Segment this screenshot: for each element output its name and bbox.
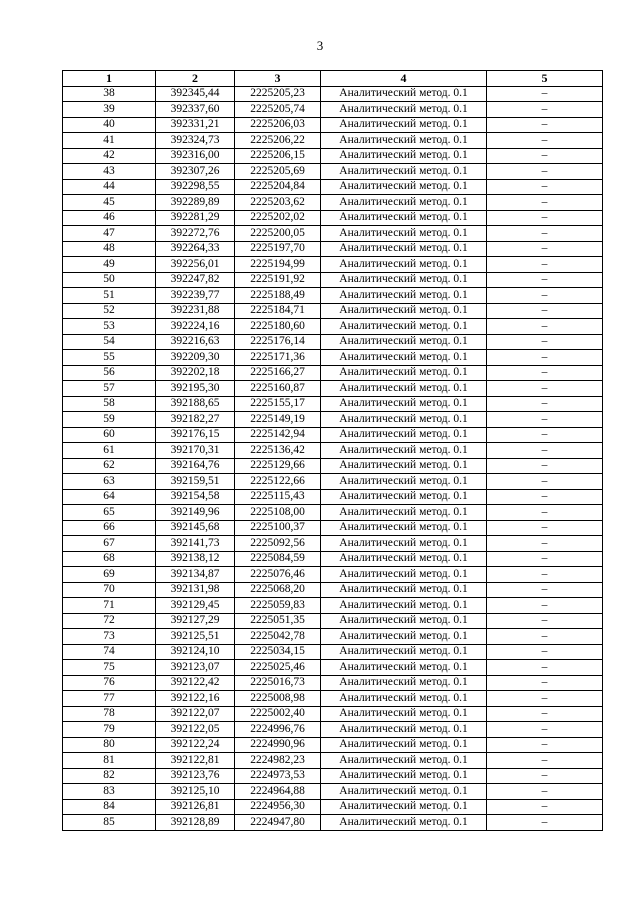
cell-y: 2225204,84 bbox=[235, 179, 321, 195]
cell-method: Аналитический метод. 0.1 bbox=[321, 257, 487, 273]
cell-point-number: 55 bbox=[63, 350, 156, 366]
cell-y: 2224996,76 bbox=[235, 722, 321, 738]
cell-y: 2224973,53 bbox=[235, 768, 321, 784]
cell-description: – bbox=[487, 350, 603, 366]
cell-method: Аналитический метод. 0.1 bbox=[321, 815, 487, 831]
cell-method: Аналитический метод. 0.1 bbox=[321, 737, 487, 753]
table-row bbox=[63, 551, 603, 567]
cell-point-number: 38 bbox=[63, 86, 156, 102]
cell-x: 392331,21 bbox=[156, 117, 235, 133]
table-row bbox=[63, 629, 603, 645]
cell-point-number: 77 bbox=[63, 691, 156, 707]
cell-x: 392281,29 bbox=[156, 210, 235, 226]
cell-description: – bbox=[487, 427, 603, 443]
table-row bbox=[63, 102, 603, 118]
table-row bbox=[63, 675, 603, 691]
header-cell-y: 3 bbox=[235, 71, 321, 87]
cell-description: – bbox=[487, 396, 603, 412]
table-row bbox=[63, 117, 603, 133]
cell-y: 2225202,02 bbox=[235, 210, 321, 226]
cell-x: 392337,60 bbox=[156, 102, 235, 118]
table-row bbox=[63, 148, 603, 164]
cell-point-number: 79 bbox=[63, 722, 156, 738]
cell-method: Аналитический метод. 0.1 bbox=[321, 443, 487, 459]
cell-point-number: 57 bbox=[63, 381, 156, 397]
cell-y: 2225205,23 bbox=[235, 86, 321, 102]
cell-description: – bbox=[487, 629, 603, 645]
cell-method: Аналитический метод. 0.1 bbox=[321, 567, 487, 583]
cell-y: 2225194,99 bbox=[235, 257, 321, 273]
cell-method: Аналитический метод. 0.1 bbox=[321, 117, 487, 133]
cell-x: 392122,05 bbox=[156, 722, 235, 738]
cell-x: 392145,68 bbox=[156, 520, 235, 536]
cell-method: Аналитический метод. 0.1 bbox=[321, 86, 487, 102]
cell-y: 2225197,70 bbox=[235, 241, 321, 257]
cell-x: 392159,51 bbox=[156, 474, 235, 490]
cell-method: Аналитический метод. 0.1 bbox=[321, 102, 487, 118]
cell-y: 2225092,56 bbox=[235, 536, 321, 552]
cell-y: 2225002,40 bbox=[235, 706, 321, 722]
table-row bbox=[63, 722, 603, 738]
cell-method: Аналитический метод. 0.1 bbox=[321, 691, 487, 707]
cell-method: Аналитический метод. 0.1 bbox=[321, 474, 487, 490]
cell-x: 392239,77 bbox=[156, 288, 235, 304]
cell-y: 2225068,20 bbox=[235, 582, 321, 598]
cell-point-number: 49 bbox=[63, 257, 156, 273]
cell-y: 2225076,46 bbox=[235, 567, 321, 583]
table-row bbox=[63, 288, 603, 304]
cell-description: – bbox=[487, 179, 603, 195]
cell-method: Аналитический метод. 0.1 bbox=[321, 365, 487, 381]
cell-y: 2225025,46 bbox=[235, 660, 321, 676]
cell-description: – bbox=[487, 675, 603, 691]
cell-point-number: 42 bbox=[63, 148, 156, 164]
cell-point-number: 62 bbox=[63, 458, 156, 474]
cell-method: Аналитический метод. 0.1 bbox=[321, 319, 487, 335]
cell-description: – bbox=[487, 241, 603, 257]
cell-x: 392131,98 bbox=[156, 582, 235, 598]
cell-method: Аналитический метод. 0.1 bbox=[321, 784, 487, 800]
table-row bbox=[63, 319, 603, 335]
cell-y: 2225205,74 bbox=[235, 102, 321, 118]
table-row bbox=[63, 226, 603, 242]
cell-y: 2225051,35 bbox=[235, 613, 321, 629]
cell-y: 2225191,92 bbox=[235, 272, 321, 288]
cell-description: – bbox=[487, 613, 603, 629]
cell-y: 2225129,66 bbox=[235, 458, 321, 474]
cell-description: – bbox=[487, 288, 603, 304]
table-row bbox=[63, 303, 603, 319]
table-row bbox=[63, 210, 603, 226]
cell-method: Аналитический метод. 0.1 bbox=[321, 195, 487, 211]
cell-description: – bbox=[487, 722, 603, 738]
table-row bbox=[63, 257, 603, 273]
table-row bbox=[63, 582, 603, 598]
cell-point-number: 39 bbox=[63, 102, 156, 118]
cell-point-number: 48 bbox=[63, 241, 156, 257]
cell-x: 392123,07 bbox=[156, 660, 235, 676]
cell-method: Аналитический метод. 0.1 bbox=[321, 458, 487, 474]
table-row bbox=[63, 536, 603, 552]
cell-point-number: 60 bbox=[63, 427, 156, 443]
cell-point-number: 78 bbox=[63, 706, 156, 722]
table-row bbox=[63, 489, 603, 505]
cell-x: 392129,45 bbox=[156, 598, 235, 614]
table-row bbox=[63, 443, 603, 459]
cell-point-number: 76 bbox=[63, 675, 156, 691]
table-row bbox=[63, 520, 603, 536]
cell-description: – bbox=[487, 799, 603, 815]
cell-description: – bbox=[487, 102, 603, 118]
cell-description: – bbox=[487, 644, 603, 660]
cell-x: 392128,89 bbox=[156, 815, 235, 831]
cell-y: 2225166,27 bbox=[235, 365, 321, 381]
cell-y: 2225084,59 bbox=[235, 551, 321, 567]
page-number: 3 bbox=[316, 38, 324, 53]
cell-point-number: 53 bbox=[63, 319, 156, 335]
cell-y: 2225200,05 bbox=[235, 226, 321, 242]
table-row bbox=[63, 753, 603, 769]
cell-point-number: 75 bbox=[63, 660, 156, 676]
cell-y: 2225149,19 bbox=[235, 412, 321, 428]
table-row bbox=[63, 784, 603, 800]
cell-method: Аналитический метод. 0.1 bbox=[321, 241, 487, 257]
table-row bbox=[63, 737, 603, 753]
table-row bbox=[63, 195, 603, 211]
cell-method: Аналитический метод. 0.1 bbox=[321, 520, 487, 536]
cell-point-number: 56 bbox=[63, 365, 156, 381]
table-row bbox=[63, 815, 603, 831]
cell-method: Аналитический метод. 0.1 bbox=[321, 613, 487, 629]
cell-y: 2225160,87 bbox=[235, 381, 321, 397]
cell-description: – bbox=[487, 536, 603, 552]
cell-point-number: 59 bbox=[63, 412, 156, 428]
cell-point-number: 43 bbox=[63, 164, 156, 180]
cell-method: Аналитический метод. 0.1 bbox=[321, 706, 487, 722]
cell-description: – bbox=[487, 582, 603, 598]
cell-method: Аналитический метод. 0.1 bbox=[321, 660, 487, 676]
table-row bbox=[63, 86, 603, 102]
table-row bbox=[63, 412, 603, 428]
cell-description: – bbox=[487, 567, 603, 583]
cell-x: 392122,16 bbox=[156, 691, 235, 707]
cell-point-number: 40 bbox=[63, 117, 156, 133]
table-row bbox=[63, 272, 603, 288]
cell-y: 2225100,37 bbox=[235, 520, 321, 536]
cell-point-number: 51 bbox=[63, 288, 156, 304]
cell-x: 392195,30 bbox=[156, 381, 235, 397]
cell-y: 2225171,36 bbox=[235, 350, 321, 366]
cell-y: 2225176,14 bbox=[235, 334, 321, 350]
cell-x: 392298,55 bbox=[156, 179, 235, 195]
cell-x: 392170,31 bbox=[156, 443, 235, 459]
cell-description: – bbox=[487, 443, 603, 459]
table-row bbox=[63, 365, 603, 381]
cell-point-number: 46 bbox=[63, 210, 156, 226]
cell-x: 392224,16 bbox=[156, 319, 235, 335]
cell-point-number: 73 bbox=[63, 629, 156, 645]
cell-method: Аналитический метод. 0.1 bbox=[321, 303, 487, 319]
cell-description: – bbox=[487, 458, 603, 474]
cell-description: – bbox=[487, 489, 603, 505]
cell-description: – bbox=[487, 86, 603, 102]
cell-method: Аналитический метод. 0.1 bbox=[321, 768, 487, 784]
cell-x: 392202,18 bbox=[156, 365, 235, 381]
cell-x: 392154,58 bbox=[156, 489, 235, 505]
table-row bbox=[63, 567, 603, 583]
cell-y: 2225205,69 bbox=[235, 164, 321, 180]
cell-x: 392324,73 bbox=[156, 133, 235, 149]
cell-x: 392256,01 bbox=[156, 257, 235, 273]
cell-y: 2225108,00 bbox=[235, 505, 321, 521]
cell-y: 2225184,71 bbox=[235, 303, 321, 319]
cell-description: – bbox=[487, 319, 603, 335]
cell-y: 2225122,66 bbox=[235, 474, 321, 490]
cell-point-number: 58 bbox=[63, 396, 156, 412]
cell-x: 392176,15 bbox=[156, 427, 235, 443]
cell-method: Аналитический метод. 0.1 bbox=[321, 350, 487, 366]
table-row bbox=[63, 644, 603, 660]
cell-description: – bbox=[487, 272, 603, 288]
cell-point-number: 63 bbox=[63, 474, 156, 490]
cell-description: – bbox=[487, 381, 603, 397]
cell-point-number: 72 bbox=[63, 613, 156, 629]
cell-x: 392138,12 bbox=[156, 551, 235, 567]
header-cell-method: 4 bbox=[321, 71, 487, 87]
cell-x: 392216,63 bbox=[156, 334, 235, 350]
cell-description: – bbox=[487, 148, 603, 164]
cell-method: Аналитический метод. 0.1 bbox=[321, 536, 487, 552]
cell-x: 392124,10 bbox=[156, 644, 235, 660]
cell-method: Аналитический метод. 0.1 bbox=[321, 226, 487, 242]
cell-x: 392209,30 bbox=[156, 350, 235, 366]
cell-method: Аналитический метод. 0.1 bbox=[321, 582, 487, 598]
cell-method: Аналитический метод. 0.1 bbox=[321, 396, 487, 412]
cell-point-number: 61 bbox=[63, 443, 156, 459]
cell-x: 392345,44 bbox=[156, 86, 235, 102]
cell-point-number: 41 bbox=[63, 133, 156, 149]
cell-y: 2224990,96 bbox=[235, 737, 321, 753]
cell-x: 392289,89 bbox=[156, 195, 235, 211]
cell-method: Аналитический метод. 0.1 bbox=[321, 722, 487, 738]
cell-y: 2225034,15 bbox=[235, 644, 321, 660]
cell-point-number: 65 bbox=[63, 505, 156, 521]
cell-y: 2225008,98 bbox=[235, 691, 321, 707]
cell-description: – bbox=[487, 195, 603, 211]
cell-x: 392122,42 bbox=[156, 675, 235, 691]
cell-x: 392141,73 bbox=[156, 536, 235, 552]
cell-point-number: 64 bbox=[63, 489, 156, 505]
coordinates-table bbox=[62, 70, 603, 831]
cell-x: 392272,76 bbox=[156, 226, 235, 242]
cell-method: Аналитический метод. 0.1 bbox=[321, 427, 487, 443]
cell-y: 2225059,83 bbox=[235, 598, 321, 614]
table-row bbox=[63, 334, 603, 350]
cell-x: 392134,87 bbox=[156, 567, 235, 583]
cell-method: Аналитический метод. 0.1 bbox=[321, 272, 487, 288]
cell-description: – bbox=[487, 520, 603, 536]
cell-description: – bbox=[487, 365, 603, 381]
cell-method: Аналитический метод. 0.1 bbox=[321, 334, 487, 350]
cell-point-number: 70 bbox=[63, 582, 156, 598]
table-row bbox=[63, 598, 603, 614]
cell-x: 392164,76 bbox=[156, 458, 235, 474]
cell-method: Аналитический метод. 0.1 bbox=[321, 288, 487, 304]
cell-method: Аналитический метод. 0.1 bbox=[321, 675, 487, 691]
cell-description: – bbox=[487, 334, 603, 350]
cell-point-number: 50 bbox=[63, 272, 156, 288]
table-body bbox=[63, 86, 603, 830]
table-row bbox=[63, 474, 603, 490]
cell-description: – bbox=[487, 210, 603, 226]
cell-point-number: 68 bbox=[63, 551, 156, 567]
cell-point-number: 44 bbox=[63, 179, 156, 195]
cell-description: – bbox=[487, 737, 603, 753]
table-row bbox=[63, 381, 603, 397]
cell-description: – bbox=[487, 815, 603, 831]
table-row bbox=[63, 241, 603, 257]
cell-method: Аналитический метод. 0.1 bbox=[321, 412, 487, 428]
cell-description: – bbox=[487, 784, 603, 800]
cell-x: 392122,07 bbox=[156, 706, 235, 722]
table-row bbox=[63, 427, 603, 443]
cell-point-number: 45 bbox=[63, 195, 156, 211]
cell-description: – bbox=[487, 505, 603, 521]
cell-point-number: 71 bbox=[63, 598, 156, 614]
cell-point-number: 69 bbox=[63, 567, 156, 583]
cell-point-number: 67 bbox=[63, 536, 156, 552]
cell-method: Аналитический метод. 0.1 bbox=[321, 179, 487, 195]
cell-y: 2225206,15 bbox=[235, 148, 321, 164]
cell-x: 392122,24 bbox=[156, 737, 235, 753]
cell-y: 2225155,17 bbox=[235, 396, 321, 412]
cell-method: Аналитический метод. 0.1 bbox=[321, 210, 487, 226]
cell-x: 392123,76 bbox=[156, 768, 235, 784]
table-row bbox=[63, 691, 603, 707]
cell-x: 392188,65 bbox=[156, 396, 235, 412]
cell-method: Аналитический метод. 0.1 bbox=[321, 489, 487, 505]
cell-point-number: 47 bbox=[63, 226, 156, 242]
cell-description: – bbox=[487, 691, 603, 707]
table-row bbox=[63, 768, 603, 784]
cell-point-number: 82 bbox=[63, 768, 156, 784]
cell-point-number: 52 bbox=[63, 303, 156, 319]
cell-y: 2224956,30 bbox=[235, 799, 321, 815]
cell-y: 2225016,73 bbox=[235, 675, 321, 691]
cell-x: 392307,26 bbox=[156, 164, 235, 180]
cell-y: 2225206,03 bbox=[235, 117, 321, 133]
cell-method: Аналитический метод. 0.1 bbox=[321, 753, 487, 769]
cell-y: 2224947,80 bbox=[235, 815, 321, 831]
cell-method: Аналитический метод. 0.1 bbox=[321, 505, 487, 521]
table-header bbox=[63, 71, 603, 87]
cell-method: Аналитический метод. 0.1 bbox=[321, 644, 487, 660]
table-row bbox=[63, 350, 603, 366]
table-row bbox=[63, 396, 603, 412]
cell-x: 392122,81 bbox=[156, 753, 235, 769]
cell-description: – bbox=[487, 412, 603, 428]
cell-method: Аналитический метод. 0.1 bbox=[321, 551, 487, 567]
cell-description: – bbox=[487, 133, 603, 149]
cell-description: – bbox=[487, 551, 603, 567]
cell-x: 392247,82 bbox=[156, 272, 235, 288]
cell-point-number: 66 bbox=[63, 520, 156, 536]
cell-point-number: 85 bbox=[63, 815, 156, 831]
cell-x: 392231,88 bbox=[156, 303, 235, 319]
cell-description: – bbox=[487, 303, 603, 319]
cell-y: 2225042,78 bbox=[235, 629, 321, 645]
cell-method: Аналитический метод. 0.1 bbox=[321, 629, 487, 645]
cell-point-number: 81 bbox=[63, 753, 156, 769]
cell-description: – bbox=[487, 257, 603, 273]
cell-x: 392264,33 bbox=[156, 241, 235, 257]
cell-description: – bbox=[487, 598, 603, 614]
cell-x: 392149,96 bbox=[156, 505, 235, 521]
cell-point-number: 74 bbox=[63, 644, 156, 660]
cell-point-number: 84 bbox=[63, 799, 156, 815]
cell-description: – bbox=[487, 753, 603, 769]
cell-y: 2225142,94 bbox=[235, 427, 321, 443]
cell-description: – bbox=[487, 226, 603, 242]
header-cell-point-number: 1 bbox=[63, 71, 156, 87]
cell-x: 392126,81 bbox=[156, 799, 235, 815]
cell-method: Аналитический метод. 0.1 bbox=[321, 133, 487, 149]
cell-point-number: 83 bbox=[63, 784, 156, 800]
cell-method: Аналитический метод. 0.1 bbox=[321, 799, 487, 815]
cell-x: 392125,51 bbox=[156, 629, 235, 645]
cell-x: 392182,27 bbox=[156, 412, 235, 428]
cell-description: – bbox=[487, 706, 603, 722]
cell-description: – bbox=[487, 474, 603, 490]
table-row bbox=[63, 660, 603, 676]
cell-y: 2225206,22 bbox=[235, 133, 321, 149]
cell-y: 2224964,88 bbox=[235, 784, 321, 800]
cell-description: – bbox=[487, 117, 603, 133]
table-row bbox=[63, 613, 603, 629]
cell-y: 2225115,43 bbox=[235, 489, 321, 505]
table-row bbox=[63, 179, 603, 195]
cell-method: Аналитический метод. 0.1 bbox=[321, 164, 487, 180]
cell-x: 392316,00 bbox=[156, 148, 235, 164]
cell-y: 2224982,23 bbox=[235, 753, 321, 769]
cell-y: 2225203,62 bbox=[235, 195, 321, 211]
cell-description: – bbox=[487, 164, 603, 180]
cell-x: 392127,29 bbox=[156, 613, 235, 629]
cell-method: Аналитический метод. 0.1 bbox=[321, 598, 487, 614]
cell-description: – bbox=[487, 660, 603, 676]
table-row bbox=[63, 799, 603, 815]
table-row bbox=[63, 458, 603, 474]
cell-x: 392125,10 bbox=[156, 784, 235, 800]
table-row bbox=[63, 505, 603, 521]
cell-y: 2225188,49 bbox=[235, 288, 321, 304]
header-row bbox=[63, 71, 603, 87]
header-cell-x: 2 bbox=[156, 71, 235, 87]
cell-method: Аналитический метод. 0.1 bbox=[321, 381, 487, 397]
cell-y: 2225136,42 bbox=[235, 443, 321, 459]
cell-description: – bbox=[487, 768, 603, 784]
table-row bbox=[63, 706, 603, 722]
cell-method: Аналитический метод. 0.1 bbox=[321, 148, 487, 164]
cell-y: 2225180,60 bbox=[235, 319, 321, 335]
table-row bbox=[63, 164, 603, 180]
cell-point-number: 80 bbox=[63, 737, 156, 753]
header-cell-description: 5 bbox=[487, 71, 603, 87]
table-row bbox=[63, 133, 603, 149]
cell-point-number: 54 bbox=[63, 334, 156, 350]
